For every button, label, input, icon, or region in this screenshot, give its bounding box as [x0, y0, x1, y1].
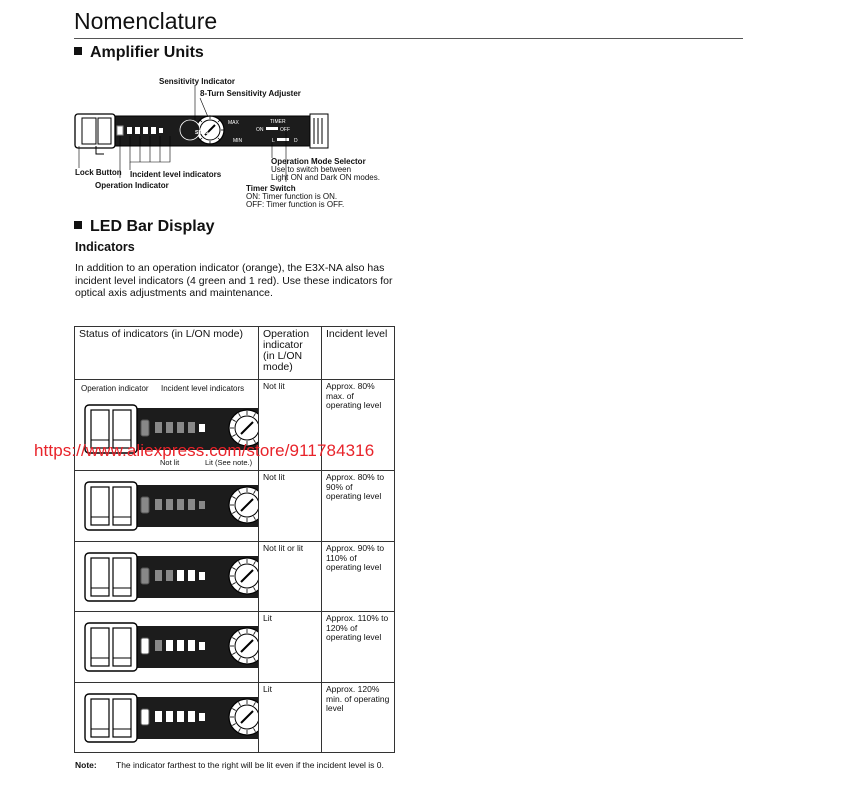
operation-cell: Not lit — [259, 471, 322, 542]
incident-indicator — [188, 422, 195, 433]
note-label: Note: — [75, 760, 97, 770]
timer-switch-label: Timer Switch — [246, 184, 296, 193]
incident-indicators-caption: Incident level indicators — [161, 384, 245, 393]
indicator-table — [74, 326, 395, 753]
sens-label: SENS — [195, 130, 209, 136]
table-row — [75, 683, 395, 753]
square-bullet-icon — [74, 221, 82, 229]
max-label: MAX — [228, 120, 239, 126]
operation-indicator — [141, 497, 149, 513]
table-row — [75, 471, 395, 542]
note-text: The indicator farthest to the right will be lit even if the incident level is 0. — [116, 760, 384, 770]
operation-cell: Not lit — [259, 380, 322, 471]
header-operation: Operation indicator (in L/ON mode) — [259, 327, 322, 380]
operation-cell: Lit — [259, 612, 322, 683]
timer-on-desc: ON: Timer function is ON. — [246, 192, 338, 201]
incident-cell: Approx. 80% max. of operating level — [322, 380, 395, 471]
title-divider — [74, 38, 743, 39]
mode-selector-label: Operation Mode Selector — [271, 157, 366, 166]
incident-indicator — [177, 422, 184, 433]
incident-indicator — [166, 570, 173, 581]
table-header-row — [75, 327, 395, 380]
incident-cell: Approx. 80% to 90% of operating level — [322, 471, 395, 542]
incident-indicator — [166, 640, 173, 651]
incident-indicator — [166, 422, 173, 433]
timer-off-label: OFF — [280, 127, 290, 133]
amplifier-led-illustration — [83, 548, 258, 606]
indicators-subheading: Indicators — [75, 240, 135, 254]
status-cell — [75, 471, 259, 542]
indicators-description: In addition to an operation indicator (orange), the E3X-NA also has incident level indicators (4 green and 1 red). Use these indicators for optical axis adjustments and maintenance. — [75, 262, 393, 299]
incident-indicator — [166, 499, 173, 510]
incident-indicator — [199, 572, 205, 580]
incident-indicator — [177, 640, 184, 651]
header-incident: Incident level — [322, 327, 395, 380]
mode-selector-desc-2: Light ON and Dark ON modes. — [271, 173, 380, 182]
incident-indicator — [155, 640, 162, 651]
operation-indicator — [141, 420, 149, 436]
incident-indicator — [188, 711, 195, 722]
operation-cell: Not lit or lit — [259, 542, 322, 612]
amplifier-units-heading: Amplifier Units — [74, 44, 204, 62]
sensitivity-indicator-label: Sensitivity Indicator — [159, 77, 236, 86]
incident-indicator — [188, 499, 195, 510]
incident-cell: Approx. 120% min. of operating level — [322, 683, 395, 753]
incident-level-indicators-label: Incident level indicators — [130, 170, 222, 179]
incident-indicator — [155, 711, 162, 722]
incident-indicator — [155, 570, 162, 581]
incident-indicator — [199, 424, 205, 432]
incident-indicator — [188, 640, 195, 651]
status-cell — [75, 542, 259, 612]
timer-on-label: ON — [256, 127, 264, 133]
not-lit-caption: Not lit — [160, 458, 180, 467]
table-row — [75, 612, 395, 683]
adjuster-label: 8-Turn Sensitivity Adjuster — [200, 89, 301, 98]
operation-indicator — [141, 638, 149, 654]
incident-indicator — [166, 711, 173, 722]
incident-indicator — [188, 570, 195, 581]
operation-indicator-label: Operation Indicator — [95, 181, 169, 190]
mode-l-label: L — [272, 138, 275, 144]
operation-cell: Lit — [259, 683, 322, 753]
amplifier-led-illustration — [83, 477, 258, 535]
incident-indicator — [199, 713, 205, 721]
led-bar-display-heading: LED Bar Display — [74, 218, 214, 236]
amplifier-led-illustration — [83, 618, 258, 676]
mode-d-label: D — [294, 138, 298, 144]
header-status: Status of indicators (in L/ON mode) — [75, 327, 259, 380]
incident-indicator — [199, 501, 205, 509]
incident-indicator — [177, 570, 184, 581]
store-watermark: https://www.aliexpress.com/store/911784316 — [34, 441, 375, 460]
page-title: Nomenclature — [74, 8, 218, 34]
amplifier-led-illustration — [83, 689, 258, 747]
operation-indicator — [141, 709, 149, 725]
incident-indicator — [177, 499, 184, 510]
incident-cell: Approx. 110% to 120% of operating level — [322, 612, 395, 683]
square-bullet-icon — [74, 47, 82, 55]
timer-label: TIMER — [270, 119, 286, 125]
incident-indicator — [155, 422, 162, 433]
incident-indicator — [177, 711, 184, 722]
lit-see-note-caption: Lit (See note.) — [205, 458, 253, 467]
incident-indicator — [155, 499, 162, 510]
mode-selector-desc-1: Use to switch between — [271, 165, 352, 174]
incident-indicator — [199, 642, 205, 650]
status-cell — [75, 612, 259, 683]
min-label: MIN — [233, 138, 243, 144]
incident-cell: Approx. 90% to 110% of operating level — [322, 542, 395, 612]
operation-indicator — [141, 568, 149, 584]
status-cell — [75, 683, 259, 753]
timer-off-desc: OFF: Timer function is OFF. — [246, 200, 345, 209]
operation-indicator-caption: Operation indicator — [81, 384, 149, 393]
table-row — [75, 542, 395, 612]
lock-button-label: Lock Button — [75, 168, 122, 177]
